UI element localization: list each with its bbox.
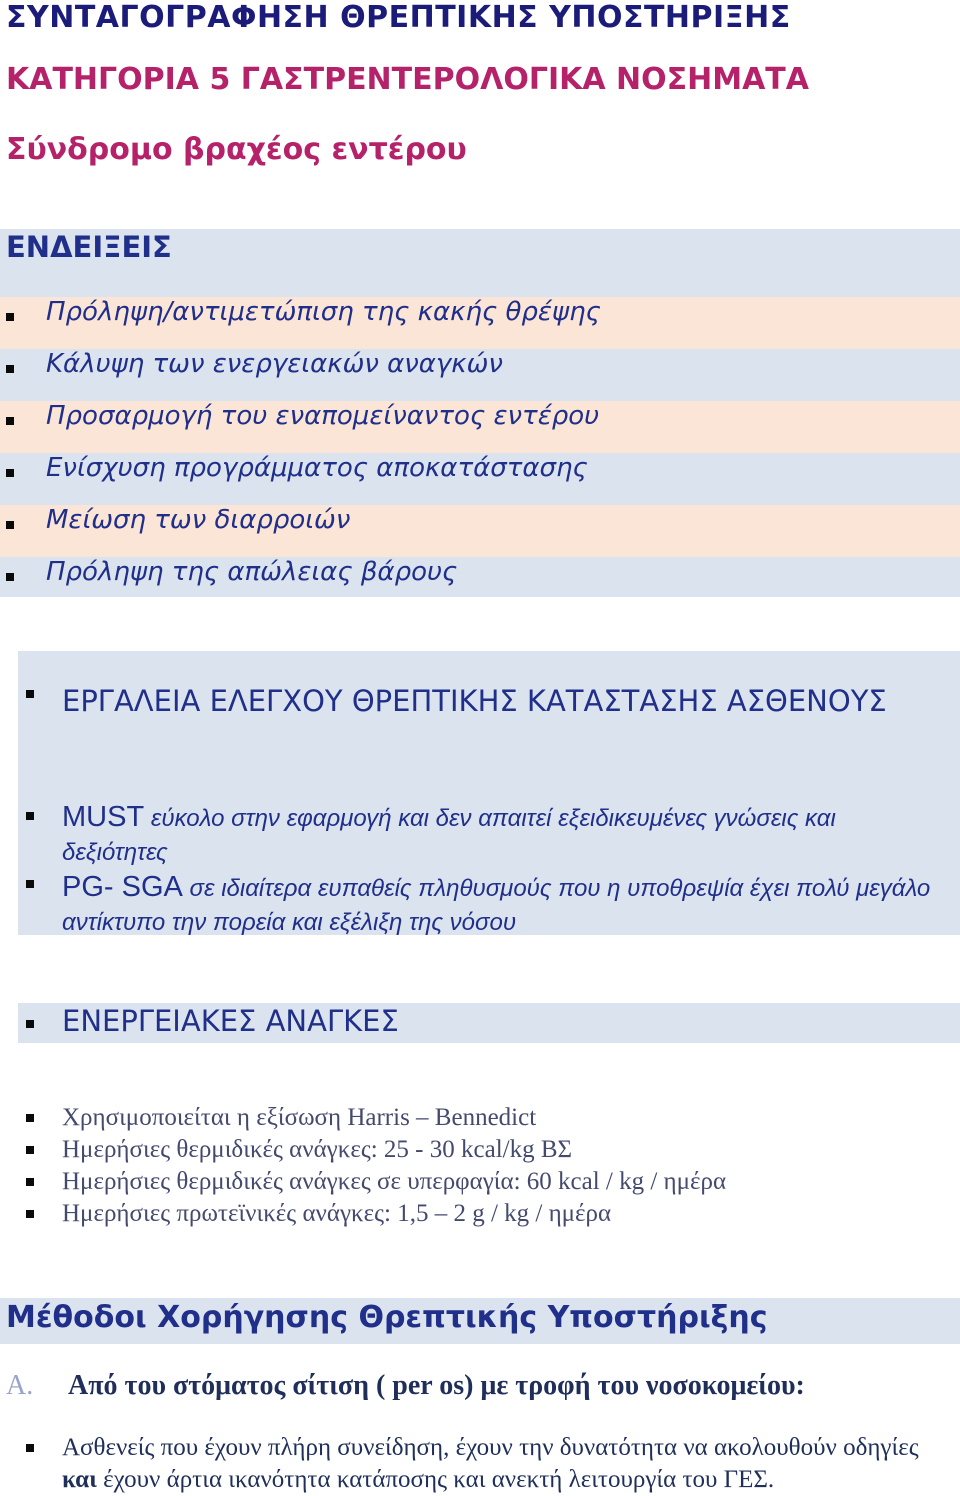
tools-heading: ΕΡΓΑΛΕΙΑ ΕΛΕΓΧΟΥ ΘΡΕΠΤΙΚΗΣ ΚΑΤΑΣΤΑΣΗΣ ΑΣΘΕΝΟΥΣ xyxy=(62,684,887,718)
item-text: Ασθενείς που έχουν πλήρη συνείδηση, έχουν την δυνατότητα να ακολουθούν οδηγίες xyxy=(62,1434,919,1461)
bullet-icon xyxy=(26,812,34,820)
section-a-item xyxy=(62,1432,952,1496)
section-letter: Α. xyxy=(6,1370,34,1401)
energy-item: Ημερήσιες πρωτεϊνικές ανάγκες: 1,5 – 2 g / kg / ημέρα xyxy=(62,1200,612,1227)
bullet-icon xyxy=(6,469,14,477)
energy-item: Ημερήσιες θερμιδικές ανάγκες: 25 - 30 kcal/kg ΒΣ xyxy=(62,1136,573,1163)
bullet-icon xyxy=(26,1444,34,1452)
bullet-icon xyxy=(6,365,14,373)
indication-item: Ενίσχυση προγράμματος αποκατάστασης xyxy=(46,453,588,483)
page-title: ΣΥΝΤΑΓΟΓΡΑΦΗΣΗ ΘΡΕΠΤΙΚΗΣ ΥΠΟΣΤΗΡΙΞΗΣ xyxy=(6,0,791,35)
indication-item: Κάλυψη των ενεργειακών αναγκών xyxy=(46,349,503,379)
energy-item: Χρησιμοποιείται η εξίσωση Harris – Bennedict xyxy=(62,1104,537,1131)
tool-item-pg-sga xyxy=(62,870,942,940)
category-title: ΚΑΤΗΓΟΡΙΑ 5 ΓΑΣΤΡΕΝΤΕΡΟΛΟΓΙΚΑ ΝΟΣΗΜΑΤΑ xyxy=(6,62,809,97)
syndrome-title: Σύνδρομο βραχέος εντέρου xyxy=(6,132,467,167)
item-text: έχουν άρτια ικανότητα κατάποσης και ανεκτή λειτουργία του ΓΕΣ. xyxy=(96,1466,775,1493)
bullet-icon xyxy=(26,1178,34,1186)
bullet-icon xyxy=(26,690,34,698)
section-a-title: Από του στόματος σίτιση ( per os) με τροφή του νοσοκομείου: xyxy=(68,1370,805,1401)
indication-item: Πρόληψη της απώλειας βάρους xyxy=(46,557,458,587)
energy-heading: ΕΝΕΡΓΕΙΑΚΕΣ ΑΝΑΓΚΕΣ xyxy=(62,1004,399,1038)
bullet-icon xyxy=(6,313,14,321)
methods-heading: Μέθοδοι Χορήγησης Θρεπτικής Υποστήριξης xyxy=(6,1300,768,1335)
bullet-icon xyxy=(26,1210,34,1218)
tool-name: MUST xyxy=(62,801,145,833)
indication-item: Πρόληψη/αντιμετώπιση της κακής θρέψης xyxy=(46,297,601,327)
bullet-icon xyxy=(26,1114,34,1122)
bullet-icon xyxy=(6,573,14,581)
bullet-icon xyxy=(6,521,14,529)
indication-item: Μείωση των διαρροιών xyxy=(46,505,351,535)
energy-item: Ημερήσιες θερμιδικές ανάγκες σε υπερφαγία: 60 kcal / kg / ημέρα xyxy=(62,1168,727,1195)
indication-item: Προσαρμογή του εναπομείναντος εντέρου xyxy=(46,401,600,431)
bullet-icon xyxy=(26,880,34,888)
bullet-icon xyxy=(6,417,14,425)
bullet-icon xyxy=(26,1020,34,1028)
bullet-icon xyxy=(26,1146,34,1154)
tool-item-must xyxy=(62,800,942,870)
tool-description: εύκολο στην εφαρμογή και δεν απαιτεί εξειδικευμένες γνώσεις και δεξιότητες xyxy=(62,805,836,866)
item-bold-text: και xyxy=(62,1466,97,1493)
indications-heading: ΕΝΔΕΙΞΕΙΣ xyxy=(6,230,172,264)
tool-description: σε ιδιαίτερα ευπαθείς πληθυσμούς που η υποθρεψία έχει πολύ μεγάλο αντίκτυπο την πορεία και εξέλιξη της νόσου xyxy=(62,875,931,936)
tool-name: PG- SGA xyxy=(62,871,183,903)
